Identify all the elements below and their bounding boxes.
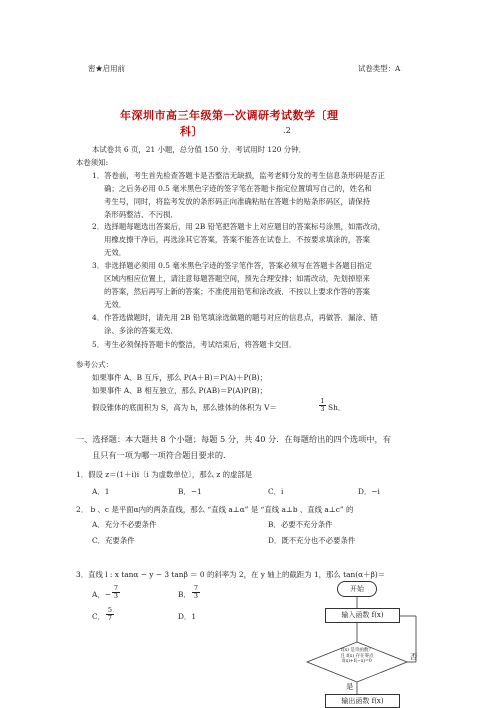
- notice-line: 用橡皮擦干净后，再选涂其它答案，答案不能答在试卷上．不按要求填涂的，答案: [104, 235, 371, 244]
- flowchart-connectors: [300, 580, 420, 702]
- q2-option-a: A．充分不必要条件: [92, 520, 157, 529]
- flowchart-condition: [320, 648, 394, 665]
- q3-option-b-fraction: [192, 585, 200, 600]
- formula-line: 如果事件 A、B 互斥，那么 P(A＋B)＝P(A)＋P(B)；: [92, 373, 268, 382]
- q3-option-a: A．−: [92, 590, 111, 599]
- condition-line: f(x) 是奇函数？: [341, 648, 373, 653]
- q1-option-d: D．−i: [358, 487, 380, 496]
- q1-option-b: B．−1: [178, 487, 202, 496]
- section-heading: 一、选择题：本大题共 8 个小题；每题 5 分，共 40 分．在每题给出的四个选项中，有: [76, 434, 391, 444]
- q2-option-b: B．必要不充分条件: [268, 520, 333, 529]
- fraction-denominator: 3: [193, 592, 199, 600]
- notice-line: 考生号，同时，将监考发放的条形码正向准确粘贴在答题卡的贴条形码区，请保持: [104, 197, 371, 206]
- page-title: 年深圳市高三年级第一次调研考试数学〔理: [120, 109, 339, 122]
- q2-option-c: C．充要条件: [92, 536, 135, 545]
- formula-line: 假设锥体的底面积为 S，高为 h，那么锥体的体积为 V＝: [92, 403, 277, 412]
- q3-option-b: B．: [178, 590, 191, 599]
- q3-option-c-fraction: [106, 607, 114, 622]
- page-title-line2: 科〕: [180, 125, 203, 138]
- flowchart-yes-label: 是: [346, 682, 354, 691]
- title-suffix: .2: [283, 125, 291, 135]
- formula-line: 如果事件 A、B 相互独立，那么 P(AB)＝P(A)P(B)；: [92, 386, 268, 395]
- q1-option-c: C．i: [268, 487, 284, 496]
- condition-line: 且 f(x) 存在零点: [340, 653, 374, 659]
- question-3-stem: 3．直线 l : x tanα − y − 3 tanβ ＝ 0 的斜率为 2，在 y 轴上的截距为 1，那么 tan(α＋β)＝: [76, 570, 386, 579]
- notice-label: 本卷须知:: [76, 158, 109, 167]
- q2-option-d: D．既不充分也不必要条件: [268, 536, 356, 545]
- fraction-one-third: [319, 398, 326, 413]
- section-heading-line2: 且只有一项为哪一项符合题目要求的.: [92, 450, 226, 460]
- flowchart-input: 输入函数 f(x): [325, 608, 400, 623]
- notice-line: 涂、多涂的答案无效．: [104, 326, 178, 335]
- q1-option-a: A．1: [92, 487, 110, 496]
- confidential-label: 密★启用前: [88, 64, 125, 73]
- notice-line: 确；之后务必用 0.5 毫米黑色字迹的签字笔在答题卡指定位置填写自己的，姓名和: [104, 184, 372, 193]
- flowchart-no-label: 否: [410, 652, 418, 661]
- fraction-numerator: 1: [320, 397, 325, 405]
- fraction-numerator: 7: [113, 584, 119, 592]
- fraction-denominator: 3: [113, 592, 119, 600]
- notice-line: 无效．: [104, 248, 127, 257]
- flowchart-output: 输出函数 f(x): [325, 694, 400, 708]
- formula-label: 参考公式：: [76, 360, 113, 369]
- notice-line: 区域内相应位置上，请注意每题答题空间，预先合理安排；如需改动，先划掉原来: [104, 274, 371, 283]
- notice-line: 3．非选择题必须用 0.5 毫米黑色字迹的签字笔作答，答案必须写在答题卡各题目指定: [92, 261, 372, 270]
- q3-option-c: C．: [92, 612, 106, 621]
- notice-line: 5．考生必须保持答题卡的整洁，考试结束后，将答题卡交回．: [92, 340, 297, 349]
- notice-line: 1．答卷前，考生首先检查答题卡是否整洁无缺损，监考老师分发的考生信息条形码是否正: [92, 171, 385, 180]
- q3-option-d: D．1: [178, 612, 197, 621]
- formula-line: Sh．: [328, 403, 346, 412]
- q3-option-a-fraction: [112, 585, 120, 600]
- question-2-stem: 2． b 、c 是平面α内的两条直线，那么 “直线 a⊥α” 是 “直线 a⊥b 、直线 a⊥c” 的: [76, 505, 354, 514]
- notice-line: 无效．: [104, 300, 127, 309]
- fraction-numerator: 5: [107, 606, 113, 614]
- fraction-denominator: 7: [107, 614, 113, 622]
- notice-line: 的答案，然后再写上新的答案；不准使用铅笔和涂改液．不按以上要求作答的答案: [104, 287, 371, 296]
- intro-text: 本试卷共 6 页，21 小题，总分值 150 分．考试用时 120 分钟．: [92, 145, 306, 154]
- question-1-stem: 1．假设 z＝(1＋i)i〔i 为虚数单位〕，那么 z 的虚部是: [76, 470, 253, 479]
- notice-line: 2．选择题每题选出答案后，用 2B 铅笔把答题卡上对应题目的答案标号涂黑，如需改动，: [92, 222, 385, 231]
- condition-line: f(x)+f(−x)=0: [342, 659, 372, 664]
- fraction-denominator: 3: [320, 405, 325, 413]
- fraction-numerator: 7: [193, 584, 199, 592]
- flowchart-start: 开始: [337, 581, 377, 597]
- notice-line: 条形码整洁、不污损．: [104, 210, 178, 219]
- exam-type-label: 试卷类型：A: [358, 64, 401, 73]
- notice-line: 4．作答选做题时，请先用 2B 铅笔填涂选做题的题号对应的信息点，再做答．漏涂、错: [92, 313, 378, 322]
